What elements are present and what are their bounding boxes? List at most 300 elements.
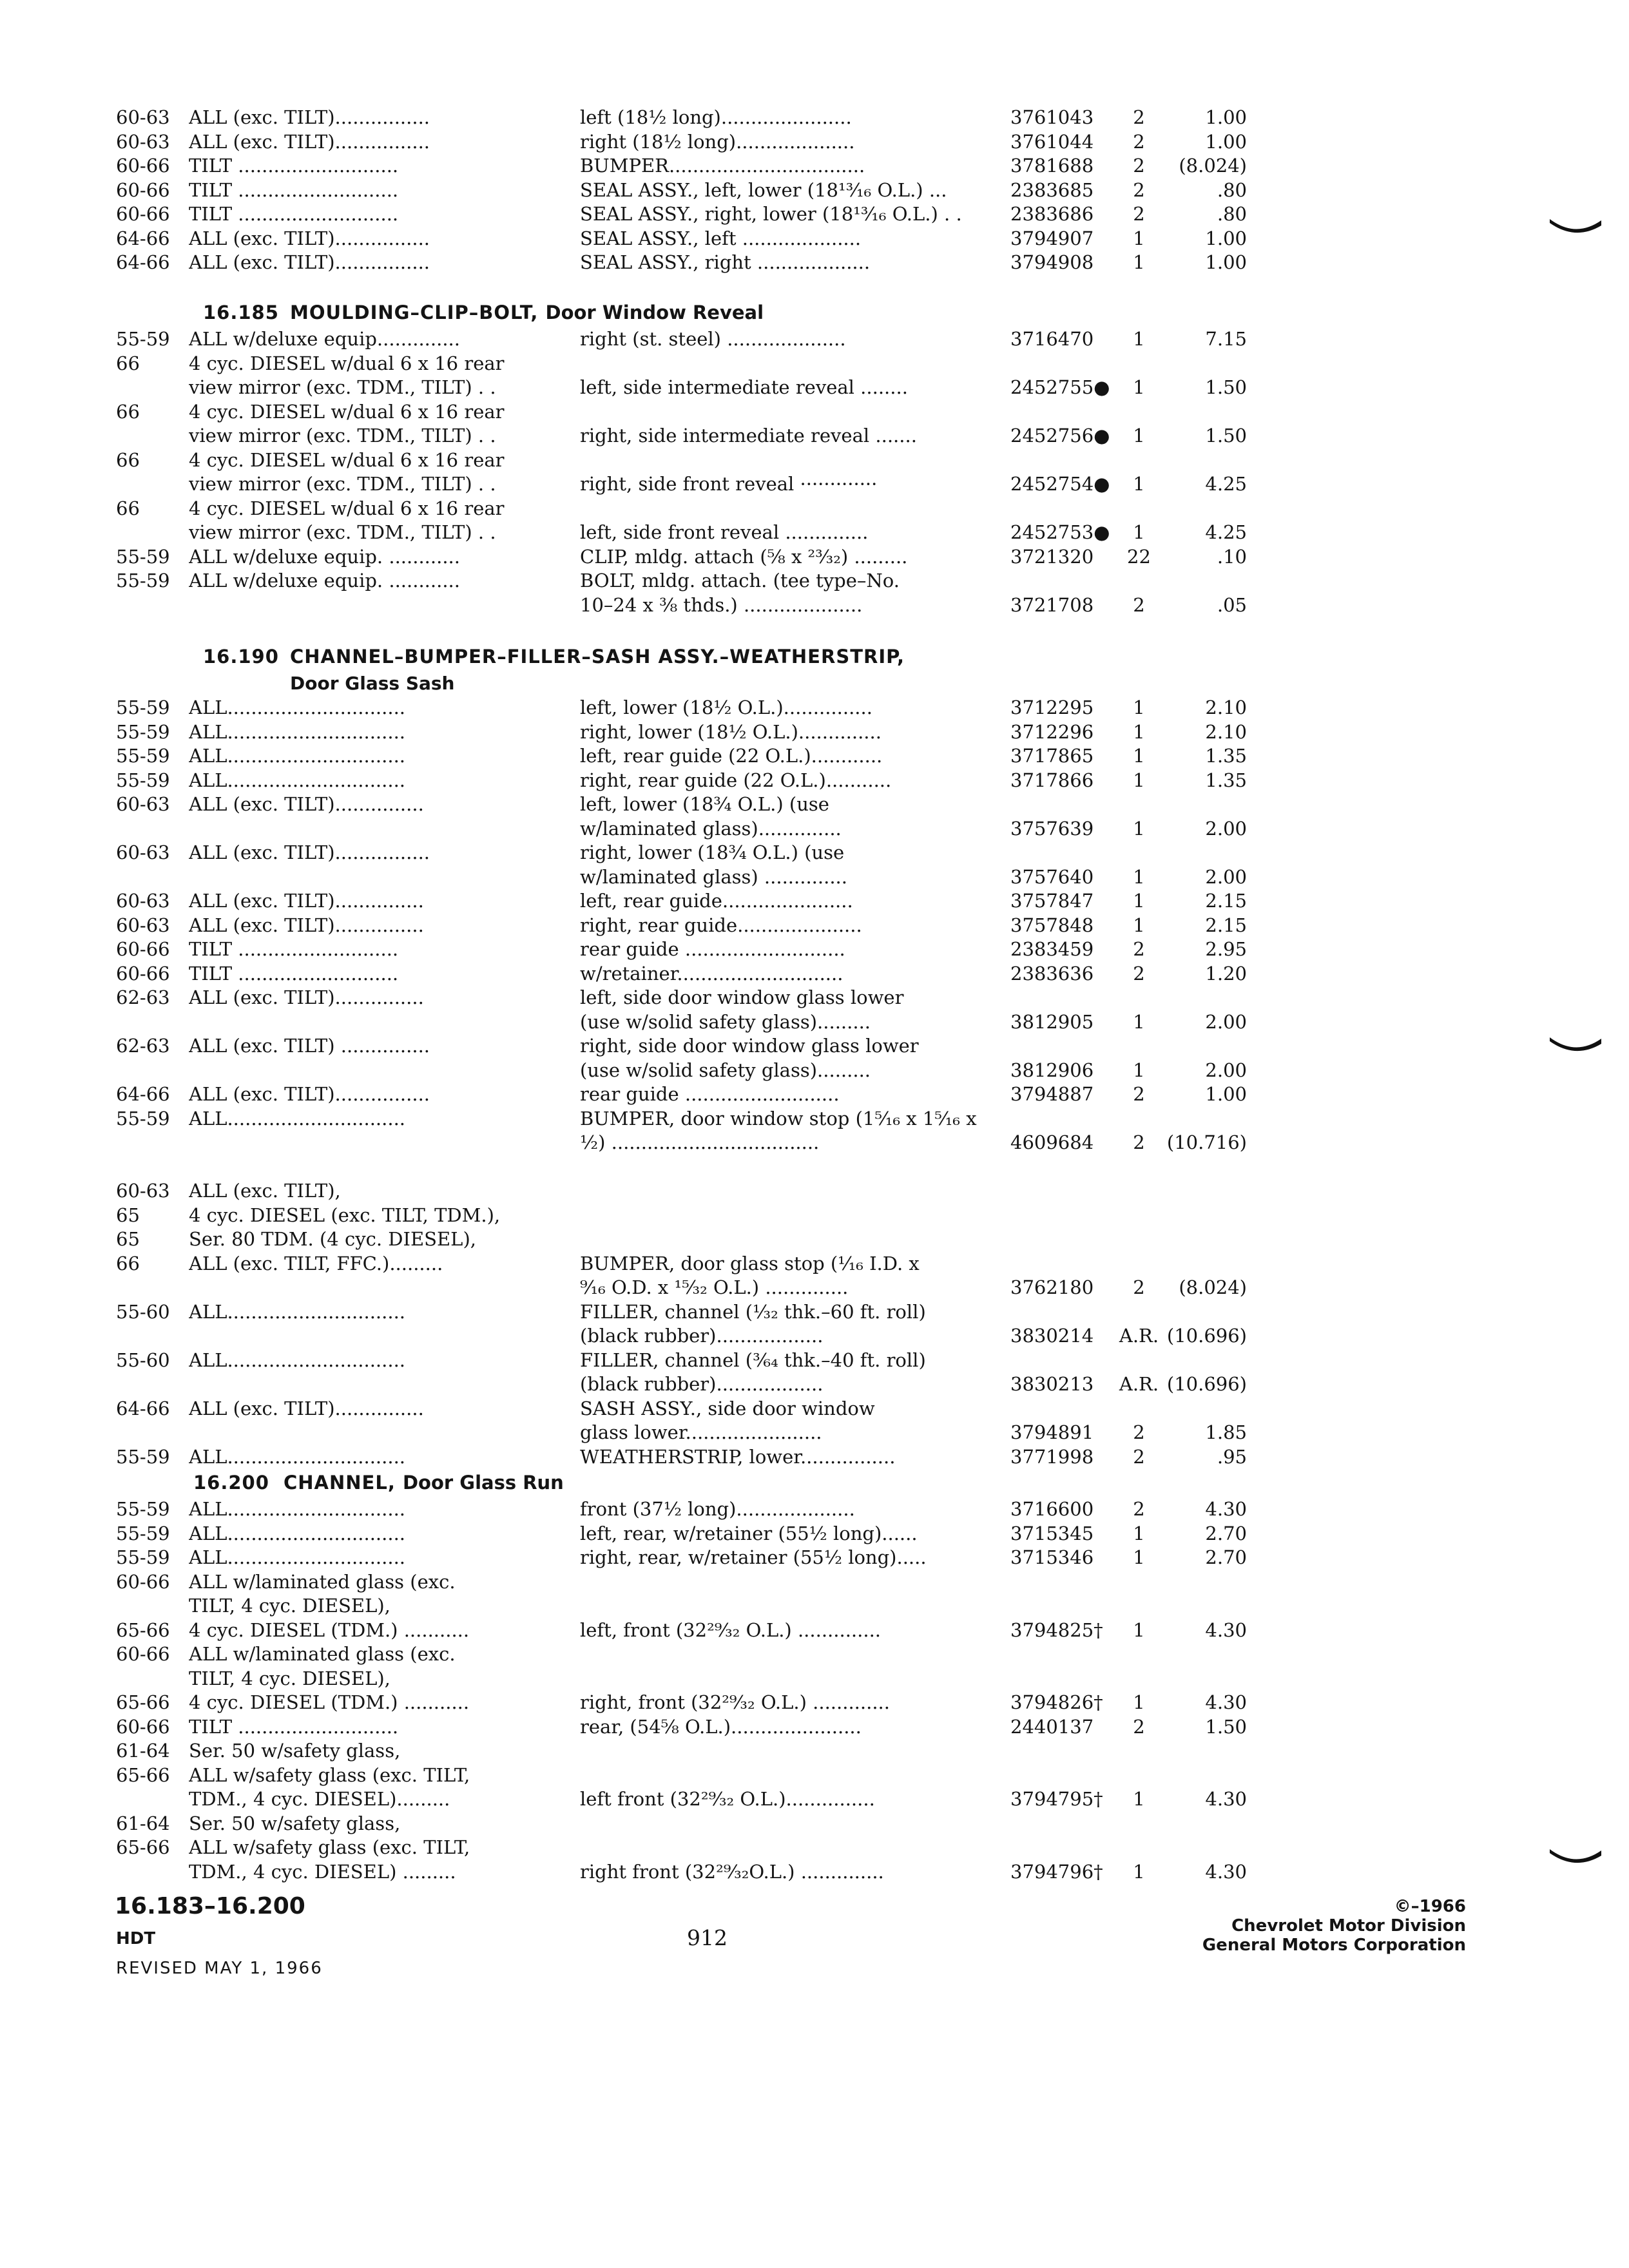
application: ALL (exc. TILT)................	[189, 227, 430, 249]
part-description: (black rubber)..................	[580, 1325, 824, 1347]
part-row	[0, 1445, 1629, 1470]
price: 4.30	[1205, 1691, 1247, 1713]
part-number: 3812905	[1010, 1010, 1094, 1033]
price: 1.00	[1205, 130, 1247, 153]
part-number: 2452755●	[1010, 376, 1110, 398]
part-description: right, front (32²⁹⁄₃₂ O.L.) .............	[580, 1691, 890, 1713]
part-row	[0, 1787, 1629, 1812]
part-number: 3794891	[1010, 1421, 1094, 1443]
price: 2.00	[1205, 817, 1247, 840]
part-description: ½) ...................................	[580, 1131, 820, 1153]
part-row	[0, 521, 1629, 545]
application: 4 cyc. DIESEL w/dual 6 x 16 rear	[189, 400, 505, 423]
part-description: SASH ASSY., side door window	[580, 1397, 875, 1419]
footer-code: HDT	[116, 1929, 156, 1948]
quantity: 1	[1133, 697, 1145, 718]
quantity: 1	[1133, 890, 1145, 912]
quantity: 1	[1133, 745, 1145, 767]
part-description: left, side door window glass lower	[580, 986, 904, 1008]
part-row	[0, 1667, 1629, 1691]
application: ALL (exc. TILT, FFC.).........	[189, 1252, 443, 1274]
year-range: 60-66	[116, 203, 170, 225]
year-range: 60-63	[116, 914, 170, 936]
part-description: BUMPER, door glass stop (⅟₁₆ I.D. x	[580, 1252, 920, 1274]
quantity: 1	[1133, 914, 1145, 936]
price: 4.30	[1205, 1619, 1247, 1641]
price: 4.25	[1205, 473, 1247, 495]
part-description: right, side door window glass lower	[580, 1035, 919, 1057]
part-row	[0, 817, 1629, 841]
price: 4.30	[1205, 1788, 1247, 1810]
quantity: 2	[1133, 203, 1145, 225]
binder-mark	[1547, 1031, 1605, 1057]
price: 1.00	[1205, 1083, 1247, 1105]
part-description: left, lower (18¾ O.L.) (use	[580, 793, 829, 815]
part-row	[0, 1522, 1629, 1546]
part-number: 3761043	[1010, 106, 1094, 128]
price: 4.30	[1205, 1860, 1247, 1883]
part-row	[0, 937, 1629, 962]
price: 2.00	[1205, 1059, 1247, 1081]
application: ALL..............................	[189, 745, 406, 767]
part-row	[0, 1324, 1629, 1349]
price: (8.024)	[1179, 155, 1247, 177]
parts-list	[0, 1497, 1629, 1884]
part-row	[0, 448, 1629, 473]
part-row	[0, 1836, 1629, 1860]
application: ALL..............................	[189, 1349, 406, 1371]
part-number: 3830213	[1010, 1373, 1094, 1395]
application: TDM., 4 cyc. DIESEL).........	[189, 1788, 450, 1810]
part-description: SEAL ASSY., left ....................	[580, 227, 862, 249]
part-description: rear guide ...........................	[580, 938, 845, 960]
application: ALL (exc. TILT)................	[189, 130, 430, 153]
section-subtitle: Door Window Reveal	[545, 302, 764, 323]
section-title: CHANNEL–BUMPER–FILLER–SASH ASSY.–WEATHERSTRIP,	[290, 646, 905, 668]
part-description: BOLT, mldg. attach. (tee type–No.	[580, 570, 900, 591]
part-description: right, rear, w/retainer (55½ long).....	[580, 1546, 927, 1568]
year-range: 55-59	[116, 1107, 170, 1129]
application: 4 cyc. DIESEL w/dual 6 x 16 rear	[189, 352, 505, 374]
part-number: 2452756●	[1010, 425, 1110, 447]
quantity: 1	[1133, 328, 1145, 350]
application: TILT ...........................	[189, 1715, 399, 1738]
application: ALL w/deluxe equip. ............	[189, 570, 460, 591]
section-subheading	[0, 671, 1629, 696]
year-range: 55-59	[116, 697, 170, 718]
application: view mirror (exc. TDM., TILT) . .	[189, 521, 496, 543]
quantity: 1	[1133, 1691, 1145, 1713]
part-number: 2383636	[1010, 962, 1094, 985]
part-row	[0, 1372, 1629, 1397]
part-row	[0, 1397, 1629, 1421]
part-number: 3794796†	[1010, 1860, 1103, 1883]
year-range: 60-63	[116, 1180, 170, 1202]
year-range: 60-63	[116, 130, 170, 153]
quantity: 2	[1133, 1498, 1145, 1520]
year-range: 60-63	[116, 890, 170, 912]
application: ALL (exc. TILT)................	[189, 1083, 430, 1105]
part-description: right, lower (18¾ O.L.) (use	[580, 841, 845, 863]
part-row	[0, 154, 1629, 178]
section-number: 16.200	[193, 1472, 269, 1494]
quantity: 22	[1127, 545, 1151, 568]
quantity: 1	[1133, 865, 1145, 888]
year-range: 55-60	[116, 1349, 170, 1371]
application: 4 cyc. DIESEL w/dual 6 x 16 rear	[189, 448, 505, 471]
year-range: 60-66	[116, 962, 170, 985]
part-row	[0, 424, 1629, 448]
part-description: CLIP, mldg. attach (⅝ x ²³⁄₃₂) .........	[580, 545, 908, 568]
part-description: SEAL ASSY., right, lower (18¹³⁄₁₆ O.L.) . .	[580, 203, 962, 225]
part-number: 3757639	[1010, 817, 1094, 840]
part-description: front (37½ long)....................	[580, 1498, 855, 1520]
footer-division: Chevrolet Motor Division	[1231, 1916, 1466, 1936]
application: ALL..............................	[189, 720, 406, 743]
part-description: w/laminated glass) ..............	[580, 865, 847, 888]
part-row	[0, 327, 1629, 352]
part-row	[0, 1812, 1629, 1836]
year-range: 55-59	[116, 1522, 170, 1544]
part-row	[0, 1619, 1629, 1643]
part-row	[0, 1300, 1629, 1325]
part-row	[0, 1107, 1629, 1131]
part-row	[0, 1204, 1629, 1228]
year-range: 62-63	[116, 1035, 170, 1057]
part-number: 3757640	[1010, 865, 1094, 888]
year-range: 66	[116, 448, 140, 471]
year-range: 61-64	[116, 1812, 170, 1834]
quantity: 1	[1133, 1010, 1145, 1033]
part-description: BUMPER, door window stop (1⁵⁄₁₆ x 1⁵⁄₁₆ x	[580, 1107, 977, 1129]
part-row	[0, 1082, 1629, 1107]
application: ALL w/safety glass (exc. TILT,	[189, 1763, 470, 1786]
application: ALL (exc. TILT)...............	[189, 914, 424, 936]
price: 2.00	[1205, 1010, 1247, 1033]
application: 4 cyc. DIESEL (TDM.) ...........	[189, 1619, 470, 1641]
footer-range: 16.183–16.200	[115, 1893, 305, 1919]
quantity: 1	[1133, 1788, 1145, 1810]
part-description: left, front (32²⁹⁄₃₂ O.L.) ..............	[580, 1619, 882, 1641]
price: 2.70	[1205, 1546, 1247, 1568]
quantity: 1	[1133, 521, 1145, 543]
application: ALL (exc. TILT)...............	[189, 1397, 424, 1419]
section-title: MOULDING–CLIP–BOLT,	[290, 302, 539, 323]
part-description: ⁹⁄₁₆ O.D. x ¹⁵⁄₃₂ O.L.) ..............	[580, 1276, 849, 1298]
application: 4 cyc. DIESEL (TDM.) ...........	[189, 1691, 470, 1713]
application: view mirror (exc. TDM., TILT) . .	[189, 425, 496, 447]
application: TILT ...........................	[189, 203, 399, 225]
year-range: 65-66	[116, 1619, 170, 1641]
application: ALL (exc. TILT)...............	[189, 986, 424, 1008]
part-row	[0, 1546, 1629, 1570]
year-range: 55-59	[116, 769, 170, 791]
quantity: A.R.	[1119, 1325, 1159, 1347]
year-range: 65	[116, 1204, 140, 1226]
part-description: left, rear guide......................	[580, 890, 853, 912]
part-description: left front (32²⁹⁄₃₂ O.L.)...............	[580, 1788, 875, 1810]
part-description: glass lower.......................	[580, 1421, 822, 1443]
year-range: 55-59	[116, 745, 170, 767]
year-range: 60-66	[116, 1715, 170, 1738]
part-row	[0, 744, 1629, 769]
price: 7.15	[1205, 328, 1247, 350]
part-number: 2440137	[1010, 1715, 1094, 1738]
part-description: right, rear guide (22 O.L.)...........	[580, 769, 892, 791]
part-number: 3830214	[1010, 1325, 1094, 1347]
binder-mark	[1547, 1843, 1605, 1869]
year-range: 65-66	[116, 1763, 170, 1786]
part-row	[0, 1155, 1629, 1180]
footer-copyright: ©–1966	[1394, 1897, 1466, 1916]
application: ALL..............................	[189, 697, 406, 718]
part-description: BUMPER.................................	[580, 155, 865, 177]
part-row	[0, 352, 1629, 376]
part-number: 3715345	[1010, 1522, 1094, 1544]
quantity: 1	[1133, 720, 1145, 743]
part-row	[0, 1497, 1629, 1522]
part-row	[0, 696, 1629, 720]
application: TILT ...........................	[189, 938, 399, 960]
part-description: right, lower (18½ O.L.)..............	[580, 720, 882, 743]
application: ALL (exc. TILT)...............	[189, 793, 424, 815]
price: 1.35	[1205, 769, 1247, 791]
price: .95	[1217, 1445, 1247, 1468]
year-range: 55-60	[116, 1300, 170, 1323]
part-description: right (st. steel) ....................	[580, 328, 846, 350]
part-row	[0, 1034, 1629, 1059]
price: 1.35	[1205, 745, 1247, 767]
part-number: 3715346	[1010, 1546, 1094, 1568]
part-number: 2452754●	[1010, 473, 1110, 495]
part-row	[0, 1594, 1629, 1619]
section-16-185	[0, 298, 1629, 617]
part-row	[0, 202, 1629, 227]
part-row	[0, 178, 1629, 203]
part-row	[0, 1059, 1629, 1083]
part-number: 3794887	[1010, 1083, 1094, 1105]
price: 2.10	[1205, 720, 1247, 743]
quantity: 2	[1133, 1421, 1145, 1443]
binder-mark	[1547, 213, 1605, 238]
part-description: right front (32²⁹⁄₃₂O.L.) ..............	[580, 1860, 884, 1883]
quantity: 2	[1133, 155, 1145, 177]
part-row	[0, 1739, 1629, 1763]
part-row	[0, 1276, 1629, 1300]
quantity: 1	[1133, 1059, 1145, 1081]
part-number: 3781688	[1010, 155, 1094, 177]
year-range: 55-59	[116, 1546, 170, 1568]
part-row	[0, 1131, 1629, 1155]
price: .80	[1217, 203, 1247, 225]
quantity: 1	[1133, 425, 1145, 447]
part-row	[0, 130, 1629, 155]
application: 4 cyc. DIESEL (exc. TILT, TDM.),	[189, 1204, 501, 1226]
price: 1.20	[1205, 962, 1247, 985]
part-description: (black rubber)..................	[580, 1373, 824, 1395]
part-description: FILLER, channel (³⁄₆₄ thk.–40 ft. roll)	[580, 1349, 926, 1371]
year-range: 60-63	[116, 841, 170, 863]
part-number: 3716470	[1010, 328, 1094, 350]
part-description: (use w/solid safety glass).........	[580, 1010, 871, 1033]
quantity: 1	[1133, 769, 1145, 791]
section-heading	[0, 1468, 1629, 1497]
part-row	[0, 227, 1629, 251]
application: TILT ...........................	[189, 962, 399, 985]
part-row	[0, 1252, 1629, 1276]
application: TILT, 4 cyc. DIESEL),	[189, 1667, 390, 1689]
part-row	[0, 769, 1629, 793]
footer-revised: REVISED MAY 1, 1966	[116, 1959, 323, 1978]
parts-list	[0, 696, 1629, 1469]
part-row	[0, 1349, 1629, 1373]
section-subtitle: Door Glass Sash	[290, 673, 455, 694]
part-description: left, side front reveal ..............	[580, 521, 869, 543]
quantity: 2	[1133, 106, 1145, 128]
part-description: left (18½ long)......................	[580, 106, 852, 128]
application: ALL..............................	[189, 1522, 406, 1544]
quantity: 2	[1133, 1131, 1145, 1153]
part-description: left, lower (18½ O.L.)...............	[580, 697, 872, 718]
year-range: 65-66	[116, 1836, 170, 1858]
part-number: 3762180	[1010, 1276, 1094, 1298]
section-subtitle: Door Glass Run	[402, 1472, 564, 1494]
application: TILT ...........................	[189, 155, 399, 177]
year-range: 60-66	[116, 1643, 170, 1665]
part-row	[0, 593, 1629, 618]
part-description: 10–24 x ⅜ thds.) ....................	[580, 593, 863, 616]
part-description: left, rear guide (22 O.L.)............	[580, 745, 883, 767]
part-description: right (18½ long)....................	[580, 130, 855, 153]
quantity: 2	[1133, 1276, 1145, 1298]
year-range: 64-66	[116, 227, 170, 249]
part-row	[0, 1860, 1629, 1885]
part-description: (use w/solid safety glass).........	[580, 1059, 871, 1081]
section-continuation	[0, 106, 1629, 275]
year-range: 61-64	[116, 1740, 170, 1762]
part-row	[0, 497, 1629, 521]
part-row	[0, 962, 1629, 986]
part-row	[0, 1570, 1629, 1595]
part-description: SEAL ASSY., right ...................	[580, 251, 871, 273]
parts-list	[0, 106, 1629, 275]
price: (10.696)	[1166, 1325, 1247, 1347]
price: 1.85	[1205, 1421, 1247, 1443]
application: ALL w/deluxe equip. ............	[189, 545, 460, 568]
part-number: 3794826†	[1010, 1691, 1103, 1713]
application: ALL (exc. TILT)................	[189, 251, 430, 273]
year-range: 66	[116, 352, 140, 374]
price: 1.00	[1205, 251, 1247, 273]
part-number: 3771998	[1010, 1445, 1094, 1468]
quantity: A.R.	[1119, 1373, 1159, 1395]
part-row	[0, 720, 1629, 745]
application: TILT ...........................	[189, 178, 399, 201]
part-row	[0, 1179, 1629, 1204]
application: TILT, 4 cyc. DIESEL),	[189, 1595, 390, 1617]
part-number: 3757848	[1010, 914, 1094, 936]
part-number: 2452753●	[1010, 521, 1110, 543]
part-number: 3757847	[1010, 890, 1094, 912]
quantity: 2	[1133, 1445, 1145, 1468]
part-description: SEAL ASSY., left, lower (18¹³⁄₁₆ O.L.) ...	[580, 178, 947, 201]
quantity: 1	[1133, 1860, 1145, 1883]
part-number: 2383685	[1010, 178, 1094, 201]
part-number: 3721320	[1010, 545, 1094, 568]
price: 1.00	[1205, 106, 1247, 128]
part-number: 4609684	[1010, 1131, 1094, 1153]
quantity: 2	[1133, 1715, 1145, 1738]
part-description: left, side intermediate reveal ........	[580, 376, 908, 398]
quantity: 2	[1133, 938, 1145, 960]
application: ALL w/laminated glass (exc.	[189, 1643, 456, 1665]
part-row	[0, 251, 1629, 275]
year-range: 60-66	[116, 1570, 170, 1593]
year-range: 60-63	[116, 793, 170, 815]
application: TDM., 4 cyc. DIESEL) .........	[189, 1860, 456, 1883]
quantity: 2	[1133, 593, 1145, 616]
part-row	[0, 1715, 1629, 1740]
application: view mirror (exc. TDM., TILT) . .	[189, 473, 496, 495]
application: ALL (exc. TILT)...............	[189, 890, 424, 912]
year-range: 66	[116, 400, 140, 423]
part-row	[0, 1691, 1629, 1715]
application: ALL..............................	[189, 1445, 406, 1468]
price: .80	[1217, 178, 1247, 201]
price: (8.024)	[1179, 1276, 1247, 1298]
part-number: 3794908	[1010, 251, 1094, 273]
part-row	[0, 376, 1629, 400]
application: Ser. 50 w/safety glass,	[189, 1740, 401, 1762]
application: ALL (exc. TILT)................	[189, 841, 430, 863]
year-range: 64-66	[116, 1083, 170, 1105]
application: ALL w/deluxe equip..............	[189, 328, 460, 350]
part-number: 3717866	[1010, 769, 1094, 791]
quantity: 1	[1133, 817, 1145, 840]
price: 2.70	[1205, 1522, 1247, 1544]
quantity: 1	[1133, 473, 1145, 495]
part-number: 2383459	[1010, 938, 1094, 960]
quantity: 2	[1133, 1083, 1145, 1105]
application: ALL (exc. TILT)................	[189, 106, 430, 128]
application: ALL..............................	[189, 1498, 406, 1520]
quantity: 1	[1133, 1522, 1145, 1544]
quantity: 2	[1133, 178, 1145, 201]
year-range: 55-59	[116, 328, 170, 350]
part-description: right, side intermediate reveal .......	[580, 425, 917, 447]
section-title: CHANNEL,	[284, 1472, 396, 1494]
year-range: 66	[116, 497, 140, 519]
year-range: 60-66	[116, 178, 170, 201]
part-number: 3716600	[1010, 1498, 1094, 1520]
application: ALL..............................	[189, 769, 406, 791]
part-description: FILLER, channel (⅟₃₂ thk.–60 ft. roll)	[580, 1300, 926, 1323]
section-heading	[0, 642, 1629, 671]
section-16-190	[0, 642, 1629, 1469]
part-row	[0, 400, 1629, 425]
quantity: 2	[1133, 130, 1145, 153]
part-row	[0, 1421, 1629, 1445]
quantity: 1	[1133, 1619, 1145, 1641]
year-range: 65	[116, 1228, 140, 1250]
part-row	[0, 106, 1629, 130]
price: 2.95	[1205, 938, 1247, 960]
year-range: 66	[116, 1252, 140, 1274]
year-range: 55-59	[116, 545, 170, 568]
application: ALL (exc. TILT) ...............	[189, 1035, 430, 1057]
section-16-200	[0, 1468, 1629, 1884]
part-description: right, side front reveal ·············	[580, 473, 878, 495]
